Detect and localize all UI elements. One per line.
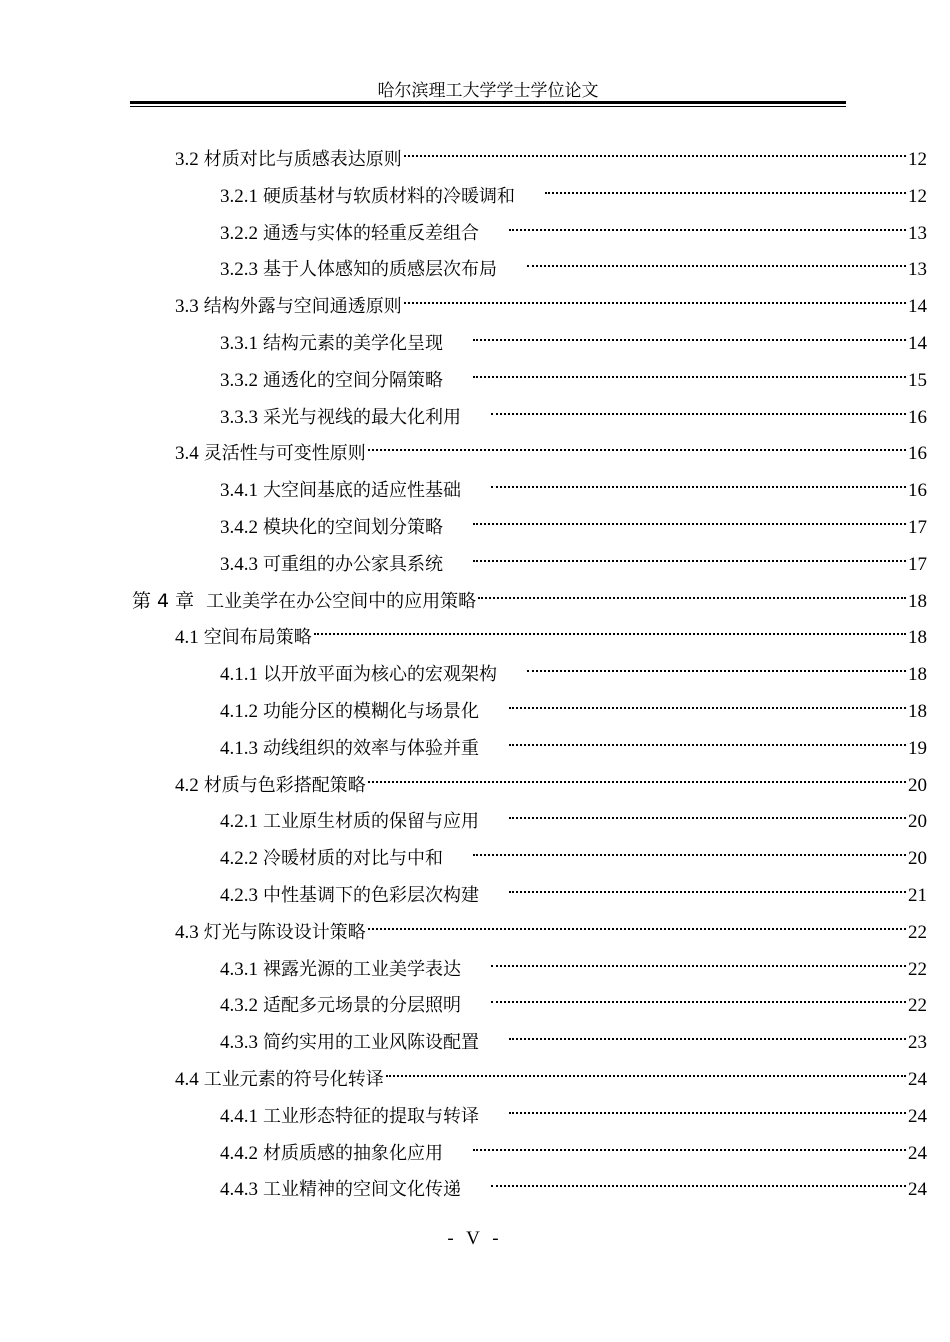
toc-entry[interactable] [220, 245, 927, 281]
toc-entry-title: 工业美学在办公空间中的应用策略 [206, 590, 477, 612]
toc-entry[interactable] [220, 356, 927, 391]
toc-entry-title: 工业原生材质的保留与应用 [263, 811, 479, 833]
toc-entry-page: 16 [908, 406, 927, 428]
toc-entry-number: 4.4.1 [220, 1105, 258, 1127]
toc-dot-leader [404, 282, 906, 312]
toc-entry-page: 22 [908, 921, 927, 943]
toc-entry-number: 3.3.2 [220, 369, 258, 391]
toc-entry[interactable] [220, 981, 927, 1017]
toc-entry-page: 18 [908, 590, 927, 612]
toc-entry-number: 4.4.2 [220, 1142, 258, 1164]
toc-entry-page: 20 [908, 848, 927, 870]
toc-entry-page: 14 [908, 296, 927, 318]
toc-entry-number: 3.2 [175, 149, 199, 170]
toc-dot-leader [473, 540, 906, 570]
toc-entry-number: 4.1 [175, 627, 199, 649]
toc-entry-title: 材质与色彩搭配策略 [203, 774, 366, 796]
toc-entry-number: 4.4 [175, 1069, 199, 1090]
toc-entry-page: 18 [908, 627, 927, 649]
toc-entry-page: 13 [908, 259, 927, 281]
toc-entry-title: 通透化的空间分隔策略 [263, 369, 443, 391]
toc-entry-page: 22 [908, 995, 927, 1017]
toc-dot-leader [509, 1092, 906, 1122]
toc-entry-title: 冷暖材质的对比与中和 [263, 848, 443, 870]
toc-entry-page: 22 [908, 958, 927, 980]
toc-entry-title: 结构外露与空间通透原则 [203, 296, 402, 318]
toc-entry-page: 17 [908, 517, 927, 538]
toc-entry-title: 材质质感的抽象化应用 [263, 1142, 443, 1164]
toc-dot-leader [491, 393, 906, 423]
toc-entry[interactable] [220, 945, 927, 980]
toc-entry-page: 24 [908, 1105, 927, 1127]
toc-entry-title: 简约实用的工业风陈设配置 [263, 1032, 479, 1054]
toc-dot-leader [473, 356, 906, 386]
toc-entry-page: 16 [908, 480, 927, 502]
toc-entry-title: 以开放平面为核心的宏观架构 [263, 664, 497, 686]
toc-entry[interactable] [220, 834, 927, 870]
toc-entry-number: 4.3.3 [220, 1032, 258, 1054]
toc-entry-number: 3.3.1 [220, 333, 258, 354]
toc-entry[interactable] [175, 613, 927, 649]
toc-entry[interactable] [220, 393, 927, 428]
toc-entry[interactable] [220, 209, 927, 244]
header-rule-thick [130, 101, 846, 104]
toc-dot-leader [509, 724, 906, 754]
toc-entry[interactable] [220, 797, 927, 833]
toc-dot-leader [509, 871, 906, 901]
toc-entry-number: 3.2.2 [220, 222, 258, 244]
toc-entry-title: 可重组的办公家具系统 [263, 553, 443, 575]
toc-entry-number: 4.2.1 [220, 811, 258, 833]
toc-entry-page: 20 [908, 774, 927, 796]
toc-entry-title: 采光与视线的最大化利用 [263, 406, 461, 428]
toc-entry-title: 中性基调下的色彩层次构建 [263, 885, 479, 906]
toc-entry-number: 3.2.3 [220, 259, 258, 281]
toc-dot-leader [404, 135, 906, 165]
toc-dot-leader [386, 1055, 906, 1085]
toc-dot-leader [473, 503, 906, 533]
toc-entry-page: 18 [908, 701, 927, 722]
toc-entry-title: 空间布局策略 [203, 627, 312, 649]
toc-entry-title: 灵活性与可变性原则 [203, 443, 366, 465]
toc-entry[interactable] [175, 908, 927, 943]
toc-entry-title: 灯光与陈设设计策略 [203, 921, 366, 943]
toc-entry-title: 裸露光源的工业美学表达 [263, 958, 461, 980]
toc-entry-page: 21 [908, 885, 927, 906]
toc-entry-number: 4.4.3 [220, 1179, 258, 1201]
toc-dot-leader [491, 1165, 906, 1195]
toc-entry-page: 24 [908, 1142, 927, 1164]
toc-entry[interactable] [220, 871, 927, 906]
toc-entry-title: 通透与实体的轻重反差组合 [263, 222, 479, 244]
toc-entry-number: 4.1.2 [220, 701, 258, 722]
toc-entry-title: 功能分区的模糊化与场景化 [263, 701, 479, 722]
toc-entry-page: 23 [908, 1032, 927, 1054]
toc-entry-page: 15 [908, 369, 927, 391]
toc-dot-leader [545, 172, 906, 202]
toc-entry-number: 4.2.3 [220, 885, 258, 906]
toc-entry-page: 18 [908, 664, 927, 686]
toc-entry-number: 4.2 [175, 774, 199, 796]
toc-entry[interactable] [220, 724, 927, 759]
toc-dot-leader [368, 429, 906, 459]
toc-entry-page: 13 [908, 222, 927, 244]
toc-entry[interactable] [175, 429, 927, 465]
toc-dot-leader [509, 797, 906, 827]
toc-entry-page: 20 [908, 811, 927, 833]
header-rule-thin [130, 106, 846, 107]
toc-entry-number: 3.4.3 [220, 553, 258, 575]
toc-dot-leader [527, 650, 906, 680]
toc-entry-title: 工业形态特征的提取与转译 [263, 1105, 479, 1127]
toc-entry[interactable] [220, 503, 927, 538]
toc-entry-page: 12 [908, 149, 927, 170]
toc-entry-title: 工业精神的空间文化传递 [263, 1179, 461, 1201]
toc-entry-title: 基于人体感知的质感层次布局 [263, 259, 497, 281]
toc-entry[interactable] [220, 1165, 927, 1201]
toc-dot-leader [491, 981, 906, 1011]
toc-dot-leader [473, 319, 906, 349]
toc-entry-title: 大空间基底的适应性基础 [263, 480, 461, 502]
toc-entry[interactable] [220, 1018, 927, 1054]
toc-dot-leader [478, 577, 906, 607]
toc-entry[interactable] [175, 135, 927, 170]
toc-dot-leader [368, 908, 906, 938]
toc-entry[interactable] [175, 761, 927, 796]
toc-dot-leader [473, 834, 906, 864]
toc-entry[interactable] [220, 319, 927, 354]
toc-entry-title: 模块化的空间划分策略 [263, 517, 443, 538]
toc-entry-number: 4.1.1 [220, 664, 258, 686]
page-number: - V - [447, 1228, 503, 1249]
toc-entry[interactable] [175, 282, 927, 318]
toc-entry-number: 3.3 [175, 296, 199, 318]
toc-entry-title: 动线组织的效率与体验并重 [263, 737, 479, 759]
running-header: 哈尔滨理工大学学士学位论文 [377, 81, 599, 101]
toc-entry[interactable] [132, 577, 927, 612]
toc-entry[interactable] [175, 1055, 927, 1090]
toc-entry[interactable] [220, 466, 927, 502]
toc-dot-leader [527, 245, 906, 275]
toc-entry-title: 材质对比与质感表达原则 [203, 149, 402, 170]
toc-entry-number: 第 4 章 [132, 589, 195, 612]
toc-entry-page: 16 [908, 443, 927, 465]
toc-dot-leader [473, 1129, 906, 1159]
toc-entry[interactable] [220, 1092, 927, 1127]
toc-entry-page: 24 [908, 1069, 927, 1090]
toc-dot-leader [509, 687, 906, 717]
toc-entry-number: 3.2.1 [220, 185, 258, 207]
toc-entry-page: 19 [908, 737, 927, 759]
toc-entry-page: 12 [908, 185, 927, 207]
toc-entry[interactable] [220, 687, 927, 722]
toc-dot-leader [368, 761, 906, 791]
toc-entry-page: 14 [908, 333, 927, 354]
toc-entry-number: 4.2.2 [220, 848, 258, 870]
toc-dot-leader [491, 466, 906, 496]
toc-entry[interactable] [220, 650, 927, 686]
toc-entry-page: 17 [908, 553, 927, 575]
toc-entry-number: 3.4.2 [220, 517, 258, 538]
toc-entry-number: 4.1.3 [220, 737, 258, 759]
toc-entry[interactable] [220, 1129, 927, 1164]
toc-entry-number: 3.4.1 [220, 480, 258, 502]
toc-entry[interactable] [220, 172, 927, 207]
toc-entry-number: 4.3.2 [220, 995, 258, 1017]
toc-entry-title: 工业元素的符号化转译 [203, 1069, 384, 1090]
toc-dot-leader [509, 209, 906, 239]
toc-entry-number: 4.3 [175, 921, 199, 943]
toc-entry-number: 3.4 [175, 443, 199, 465]
toc-entry-title: 结构元素的美学化呈现 [263, 333, 443, 354]
toc-dot-leader [314, 613, 906, 643]
toc-entry-title: 适配多元场景的分层照明 [263, 995, 461, 1017]
toc-entry-number: 3.3.3 [220, 406, 258, 428]
toc-entry-number: 4.3.1 [220, 958, 258, 980]
toc-entry-title: 硬质基材与软质材料的冷暖调和 [263, 185, 515, 207]
toc-dot-leader [491, 945, 906, 975]
toc-entry-page: 24 [908, 1179, 927, 1201]
toc-dot-leader [509, 1018, 906, 1048]
toc-entry[interactable] [220, 540, 927, 575]
